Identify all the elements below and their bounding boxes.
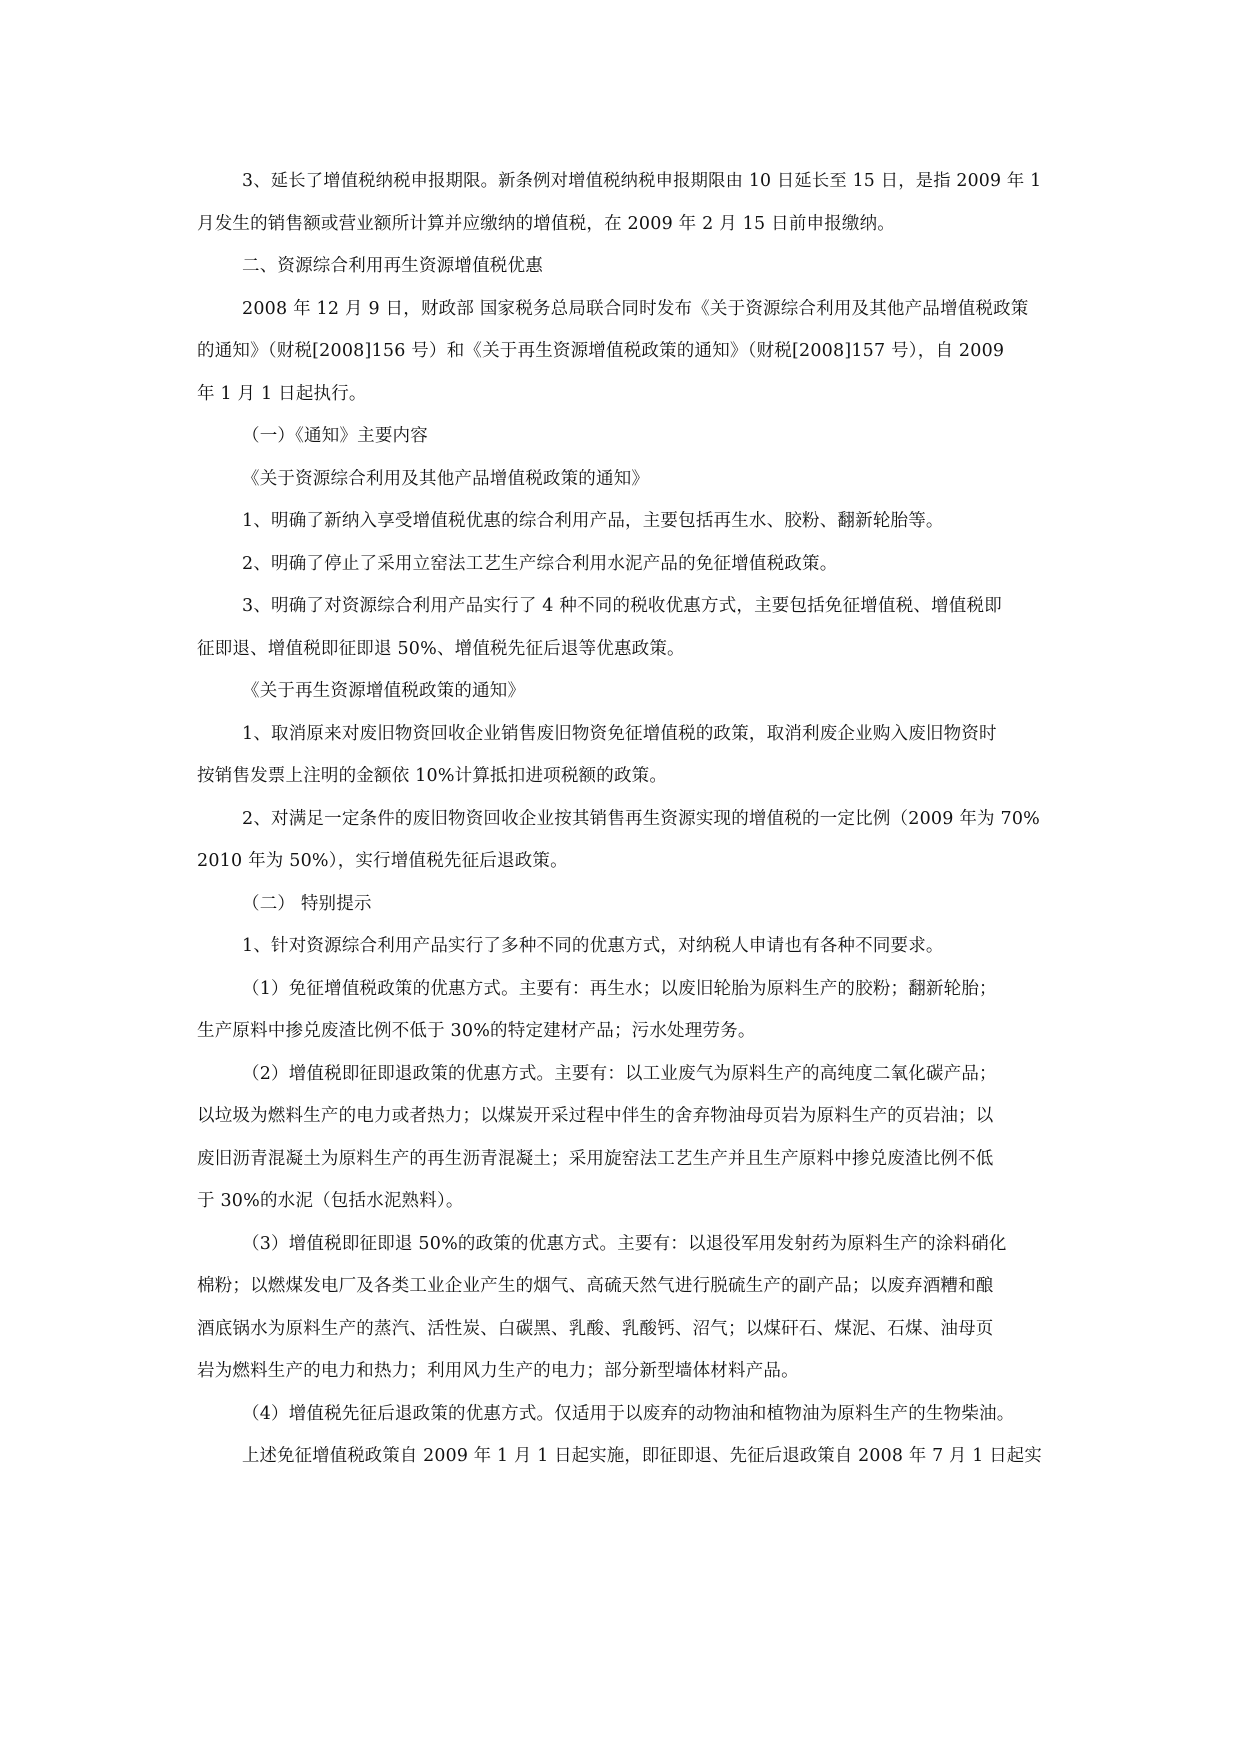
text-line: 3、延长了增值税纳税申报期限。新条例对增值税纳税申报期限由 10 日延长至 15 日，是指 2009 年 1 xyxy=(242,171,1042,191)
text-line: （2）增值税即征即退政策的优惠方式。主要有：以工业废气为原料生产的高纯度二氧化碳产品； xyxy=(242,1063,997,1084)
text-line: （4）增值税先征后退政策的优惠方式。仅适用于以废弃的动物油和植物油为原料生产的生物柴油。 xyxy=(242,1403,1015,1424)
text-line: 1、针对资源综合利用产品实行了多种不同的优惠方式，对纳税人申请也有各种不同要求。 xyxy=(242,936,944,956)
text-line: 生产原料中掺兑废渣比例不低于 30%的特定建材产品；污水处理劳务。 xyxy=(197,1021,756,1041)
text-line: 2010 年为 50%），实行增值税先征后退政策。 xyxy=(197,851,568,871)
text-line: 征即退、增值税即征即退 50%、增值税先征后退等优惠政策。 xyxy=(197,638,685,659)
text-line: 《关于再生资源增值税政策的通知》 xyxy=(242,681,526,701)
text-line: （3）增值税即征即退 50%的政策的优惠方式。主要有：以退役军用发射药为原料生产的涂料硝化 xyxy=(242,1233,1007,1254)
subsection-heading: （二） 特别提示 xyxy=(242,893,372,914)
text-line: 以垃圾为燃料生产的电力或者热力；以煤炭开采过程中伴生的舍弃物油母页岩为原料生产的页岩油；以 xyxy=(197,1106,994,1126)
text-line: 3、明确了对资源综合利用产品实行了 4 种不同的税收优惠方式，主要包括免征增值税、增值税即 xyxy=(242,596,1002,616)
text-line: 2、明确了停止了采用立窑法工艺生产综合利用水泥产品的免征增值税政策。 xyxy=(242,553,838,574)
document-body xyxy=(197,160,1042,1478)
document-text xyxy=(197,160,1042,1478)
text-line: 年 1 月 1 日起执行。 xyxy=(197,383,367,404)
text-line: 2、对满足一定条件的废旧物资回收企业按其销售再生资源实现的增值税的一定比例（2009 年为 70% xyxy=(242,808,1040,829)
section-heading: 二、资源综合利用再生资源增值税优惠 xyxy=(242,256,543,276)
text-line: （1）免征增值税政策的优惠方式。主要有：再生水；以废旧轮胎为原料生产的胶粉；翻新轮胎； xyxy=(242,978,997,999)
text-line: 月发生的销售额或营业额所计算并应缴纳的增值税，在 2009 年 2 月 15 日前申报缴纳。 xyxy=(197,213,896,234)
text-line: 废旧沥青混凝土为原料生产的再生沥青混凝土；采用旋窑法工艺生产并且生产原料中掺兑废渣比例不低 xyxy=(197,1148,994,1169)
text-line: 岩为燃料生产的电力和热力；利用风力生产的电力；部分新型墙体材料产品。 xyxy=(197,1361,799,1381)
text-line: 按销售发票上注明的金额依 10%计算抵扣进项税额的政策。 xyxy=(197,766,668,786)
text-line: 1、取消原来对废旧物资回收企业销售废旧物资免征增值税的政策，取消利废企业购入废旧物资时 xyxy=(242,723,997,744)
subsection-heading: （一）《通知》主要内容 xyxy=(242,426,428,446)
text-line: 棉粉；以燃煤发电厂及各类工业企业产生的烟气、高硫天然气进行脱硫生产的副产品；以废弃酒糟和酿 xyxy=(197,1276,994,1296)
text-line: 上述免征增值税政策自 2009 年 1 月 1 日起实施，即征即退、先征后退政策自 2008 年 7 月 1 日起实 xyxy=(242,1446,1042,1466)
text-line: 《关于资源综合利用及其他产品增值税政策的通知》 xyxy=(242,468,650,489)
text-line: 2008 年 12 月 9 日，财政部 国家税务总局联合同时发布《关于资源综合利用及其他产品增值税政策 xyxy=(242,298,1029,319)
text-line: 酒底锅水为原料生产的蒸汽、活性炭、白碳黑、乳酸、乳酸钙、沼气；以煤矸石、煤泥、石煤、油母页 xyxy=(197,1318,994,1339)
text-line: 于 30%的水泥（包括水泥熟料）。 xyxy=(197,1191,464,1211)
text-line: 1、明确了新纳入享受增值税优惠的综合利用产品，主要包括再生水、胶粉、翻新轮胎等。 xyxy=(242,511,944,531)
text-line: 的通知》（财税[2008]156 号）和《关于再生资源增值税政策的通知》（财税[2008]157 号），自 2009 xyxy=(197,341,1005,361)
